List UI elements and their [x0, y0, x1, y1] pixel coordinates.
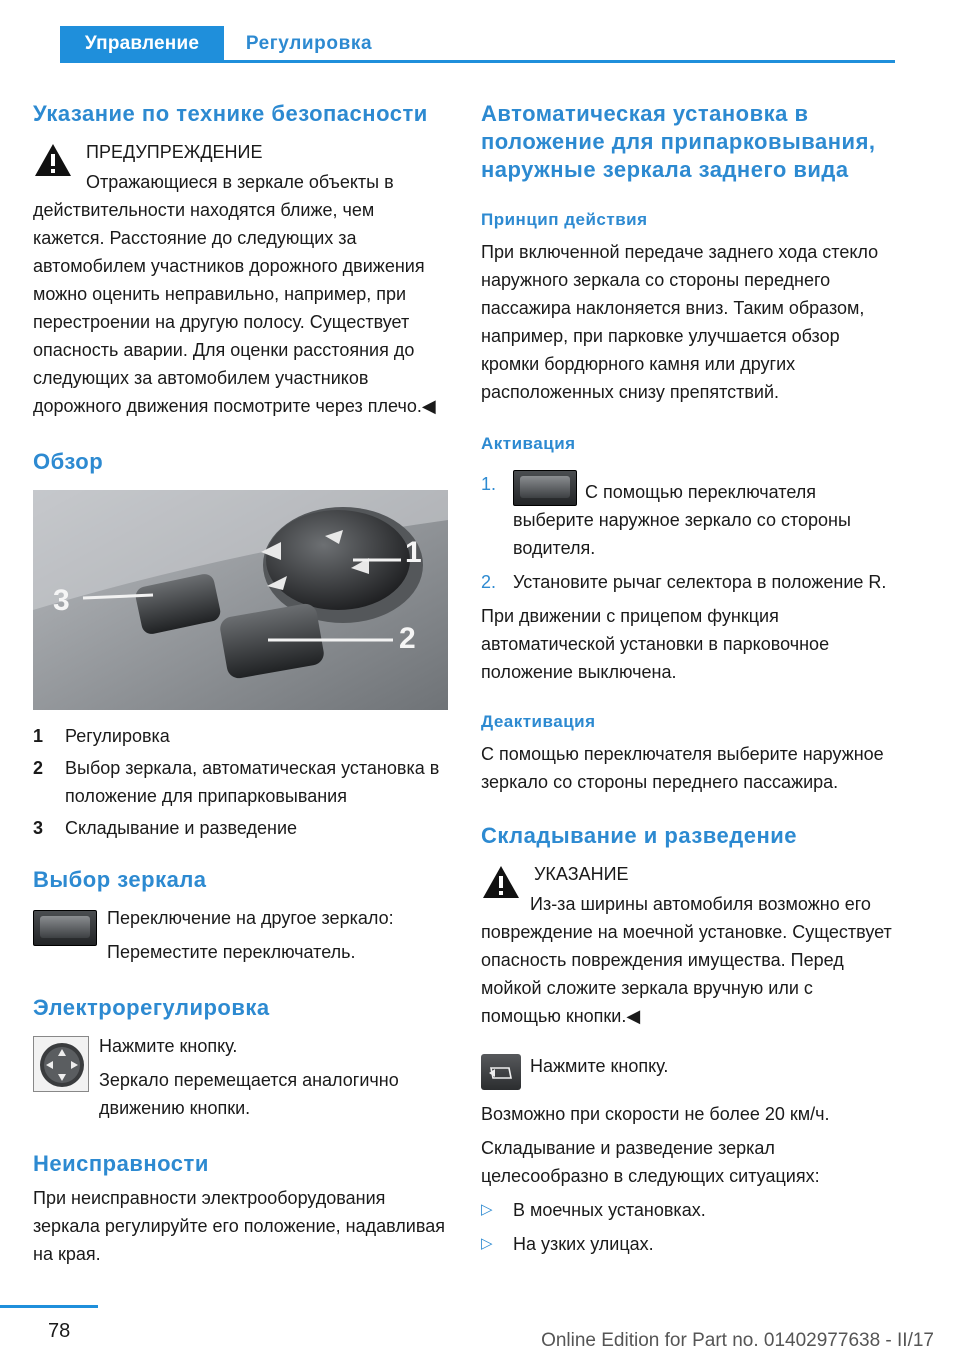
bullet-triangle-icon: ▷: [481, 1235, 493, 1252]
legend-item: [33, 754, 448, 810]
bullet-item: [481, 1230, 896, 1258]
step-number: 2.: [481, 572, 497, 592]
bullet-triangle-icon: ▷: [481, 1201, 493, 1218]
step-text: С помощью переключателя выберите наружное зеркало со стороны водителя.: [513, 482, 851, 558]
fold-situations-text: Складывание и разведение зеркал целесообразно в следующих ситуациях:: [481, 1138, 820, 1186]
page-header: [0, 0, 960, 64]
fold-heading: Складывание и разведение: [481, 823, 797, 848]
principle-text: При включенной передаче заднего хода стекло наружного зеркала со стороны переднего пассажира наклоняется вниз. Таким образом, например, при парковке улучшается обзор кромки бордюрного камня или других расположенных снизу препятствий.: [481, 242, 879, 402]
step-item: [481, 470, 896, 562]
notice-text: Из-за ширины автомобиля возможно его повреждение на моечной установке. Существует опасность повреждения имущества. Перед мойкой сложите зеркала вручную или с помощью кнопки.◀: [481, 894, 892, 1026]
fold-situations-list: [481, 1196, 896, 1258]
activation-heading: Активация: [481, 434, 576, 453]
legend-num: 1: [33, 726, 44, 746]
notice-triangle-icon: [481, 864, 521, 900]
electric-adjust-heading: Электрорегулировка: [33, 995, 270, 1020]
warning-block: [33, 138, 448, 420]
faults-text: При неисправности электрооборудования зеркала регулируйте его положение, надавливая на края.: [33, 1188, 445, 1264]
tab-regulirovka[interactable]: Регулировка: [245, 33, 373, 54]
figure-label-3: 3: [53, 584, 70, 617]
select-mirror-text-1: Переключение на другое зеркало:: [107, 908, 394, 928]
electric-adjust-text-1: Нажмите кнопку.: [99, 1036, 238, 1056]
left-column: [33, 100, 448, 1268]
mirror-switch-icon: [513, 470, 577, 506]
press-button-text: Нажмите кнопку.: [530, 1056, 669, 1076]
fold-mirror-button-icon: [481, 1054, 521, 1090]
step-item: [481, 568, 896, 596]
select-mirror-text-2: Переместите переключатель.: [107, 942, 356, 962]
electric-adjust-block: [33, 1032, 448, 1122]
legend-num: 2: [33, 758, 44, 778]
step-content: [513, 470, 896, 562]
notice-block: [481, 860, 896, 1030]
trailer-text: При движении с прицепом функция автоматической установки в парковочное положение выключена.: [481, 606, 830, 682]
principle-heading: Принцип действия: [481, 210, 648, 229]
warning-label: ПРЕДУПРЕЖДЕНИЕ: [86, 142, 263, 162]
mirror-switch-icon: [33, 910, 97, 946]
speed-text: Возможно при скорости не более 20 км/ч.: [481, 1104, 830, 1124]
electric-adjust-text-2: Зеркало перемещается аналогично движению кнопки.: [99, 1070, 399, 1118]
bullet-text: В моечных установках.: [513, 1200, 706, 1220]
tab-upravlenie[interactable]: Управление: [60, 26, 224, 62]
adjust-pad-icon: [33, 1036, 89, 1092]
bullet-item: [481, 1196, 896, 1224]
right-column: [481, 100, 896, 1258]
figure-label-2: 2: [399, 622, 416, 655]
faults-heading: Неисправности: [33, 1151, 209, 1176]
fold-button-block: [481, 1050, 896, 1096]
select-mirror-heading: Выбор зеркала: [33, 867, 207, 892]
figure-legend: [33, 722, 448, 842]
step-number: 1.: [481, 474, 497, 494]
warning-text: Отражающиеся в зеркале объекты в действительности находятся ближе, чем кажется. Расстояние до следующих за автомобилем участников дорожного движения можно оценить неправильно, например, при перестроении на другую полосу. Существует опасность аварии. Для оценки расстояния до следующих за автомобилем участников дорожного движения посмотрите через плечо.◀: [33, 172, 436, 416]
legend-item: [33, 722, 448, 750]
legend-text: Складывание и разведение: [65, 818, 298, 838]
legend-text: Регулировка: [65, 726, 170, 746]
activation-steps: [481, 470, 896, 596]
select-mirror-block: [33, 904, 448, 966]
figure-label-1: 1: [405, 536, 422, 569]
deactivation-text: С помощью переключателя выберите наружное зеркало со стороны переднего пассажира.: [481, 744, 884, 792]
footer-divider: [0, 1305, 98, 1308]
notice-label: УКАЗАНИЕ: [534, 864, 629, 884]
mirror-controls-figure: [33, 490, 448, 710]
edition-text: Online Edition for Part no. 01402977638 - II/17: [541, 1330, 934, 1351]
safety-heading: Указание по технике безопасности: [33, 101, 428, 126]
header-divider: [60, 60, 895, 63]
step-text: Установите рычаг селектора в положение R.: [513, 572, 887, 592]
overview-heading: Обзор: [33, 449, 104, 474]
auto-parking-heading: Автоматическая установка в положение для припарковывания, наружные зеркала заднего вида: [481, 101, 876, 182]
page-number: 78: [48, 1320, 71, 1342]
legend-text: Выбор зеркала, автоматическая установка в положение для припарковывания: [65, 758, 440, 806]
legend-num: 3: [33, 818, 44, 838]
bullet-text: На узких улицах.: [513, 1234, 654, 1254]
warning-triangle-icon: [33, 142, 73, 178]
mirror-controls-image: [33, 490, 448, 710]
deactivation-heading: Деактивация: [481, 712, 596, 731]
legend-item: [33, 814, 448, 842]
